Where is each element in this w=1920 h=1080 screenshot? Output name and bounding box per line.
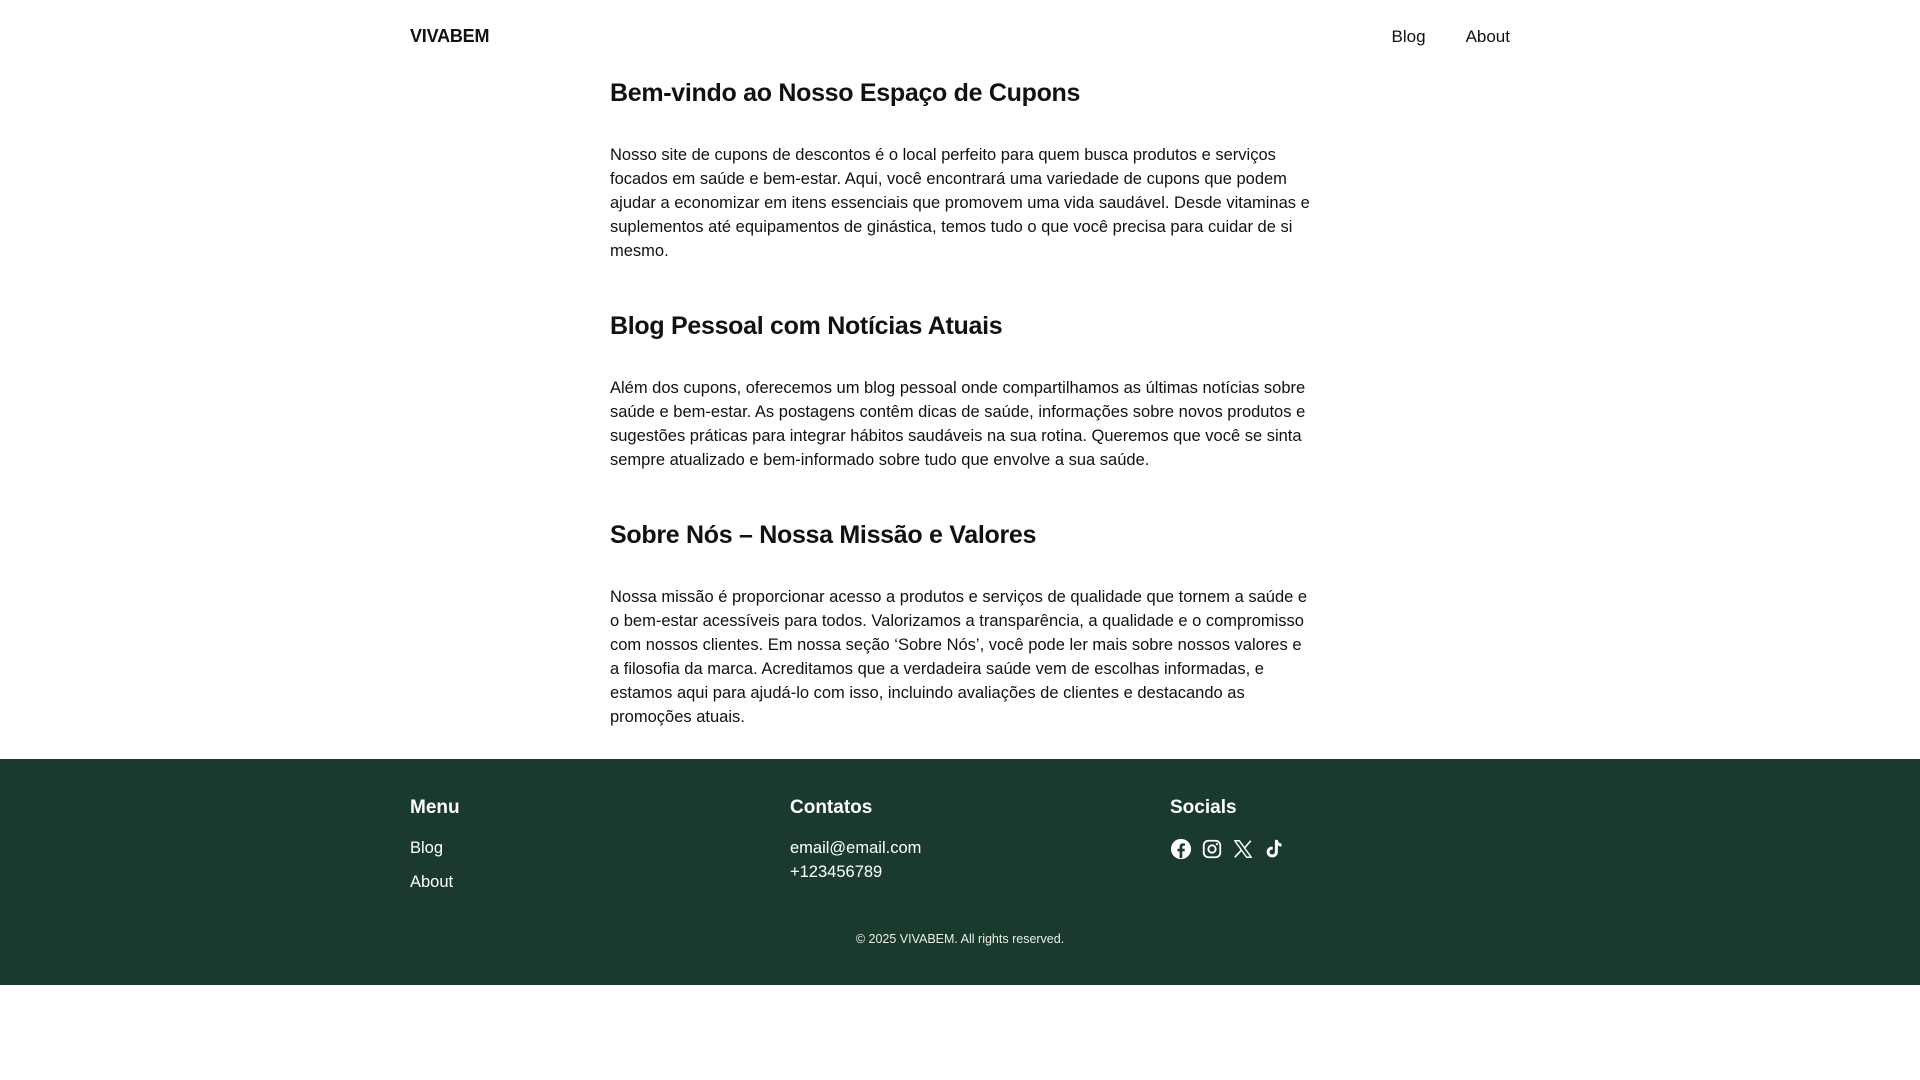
section-body: Além dos cupons, oferecemos um blog pessoal onde compartilhamos as últimas notícias sobre saúde e bem-estar. As postagens contêm dicas de saúde, informações sobre novos produtos e sugestões práticas para integrar hábitos saudáveis na sua rotina. Queremos que você se sinta sempre atualizado e bem-informado sobre tudo que envolve a sua saúde.	[610, 379, 1306, 469]
contact-phone[interactable]: +123456789	[790, 863, 883, 881]
footer-contacts-title: Contatos	[790, 797, 873, 818]
site-header	[0, 0, 1920, 75]
section-title: Sobre Nós – Nossa Missão e Valores	[610, 521, 1037, 549]
section-welcome	[610, 75, 1310, 263]
section-title: Bem-vindo ao Nosso Espaço de Cupons	[610, 79, 1081, 107]
tiktok-icon[interactable]	[1263, 838, 1285, 860]
section-about	[610, 517, 1310, 729]
footer-link-blog[interactable]: Blog	[410, 839, 444, 857]
footer-link-about[interactable]: About	[410, 873, 454, 891]
contact-email[interactable]: email@email.com	[790, 839, 922, 857]
site-footer	[0, 759, 1920, 985]
footer-socials-title: Socials	[1170, 797, 1237, 818]
footer-socials-column	[1170, 794, 1285, 860]
section-title: Blog Pessoal com Notícias Atuais	[610, 312, 1003, 340]
footer-contacts-column	[790, 794, 921, 884]
facebook-icon[interactable]	[1170, 838, 1192, 860]
copyright-text: © 2025 VIVABEM. All rights reserved.	[855, 932, 1065, 946]
footer-menu-title: Menu	[410, 797, 460, 818]
x-icon[interactable]	[1232, 838, 1254, 860]
main-nav	[1392, 27, 1510, 47]
site-logo[interactable]: VIVABEM	[410, 26, 490, 46]
nav-link-about[interactable]: About	[1465, 27, 1510, 46]
section-body: Nossa missão é proporcionar acesso a produtos e serviços de qualidade que tornem a saúde e o bem-estar acessíveis para todos. Valorizamos a transparência, a qualidade e o compromisso com nossos clientes. Em nossa seção ‘Sobre Nós’, você pode ler mais sobre nossos valores e a filosofia da marca. Acreditamos que a verdadeira saúde vem de escolhas informadas, e estamos aqui para ajudá-lo com isso, incluindo avaliações de clientes e destacando as promoções atuais.	[610, 588, 1308, 726]
section-body: Nosso site de cupons de descontos é o local perfeito para quem busca produtos e serviços focados em saúde e bem-estar. Aqui, você encontrará uma variedade de cupons que podem ajudar a economizar em itens essenciais que promovem uma vida saudável. Desde vitaminas e suplementos até equipamentos de ginástica, temos tudo o que você precisa para cuidar de si mesmo.	[610, 146, 1310, 260]
main-content	[610, 75, 1310, 729]
footer-menu-column	[410, 794, 460, 899]
section-blog	[610, 308, 1310, 472]
social-links	[1170, 838, 1285, 860]
instagram-icon[interactable]	[1201, 838, 1223, 860]
nav-link-blog[interactable]: Blog	[1391, 27, 1426, 46]
